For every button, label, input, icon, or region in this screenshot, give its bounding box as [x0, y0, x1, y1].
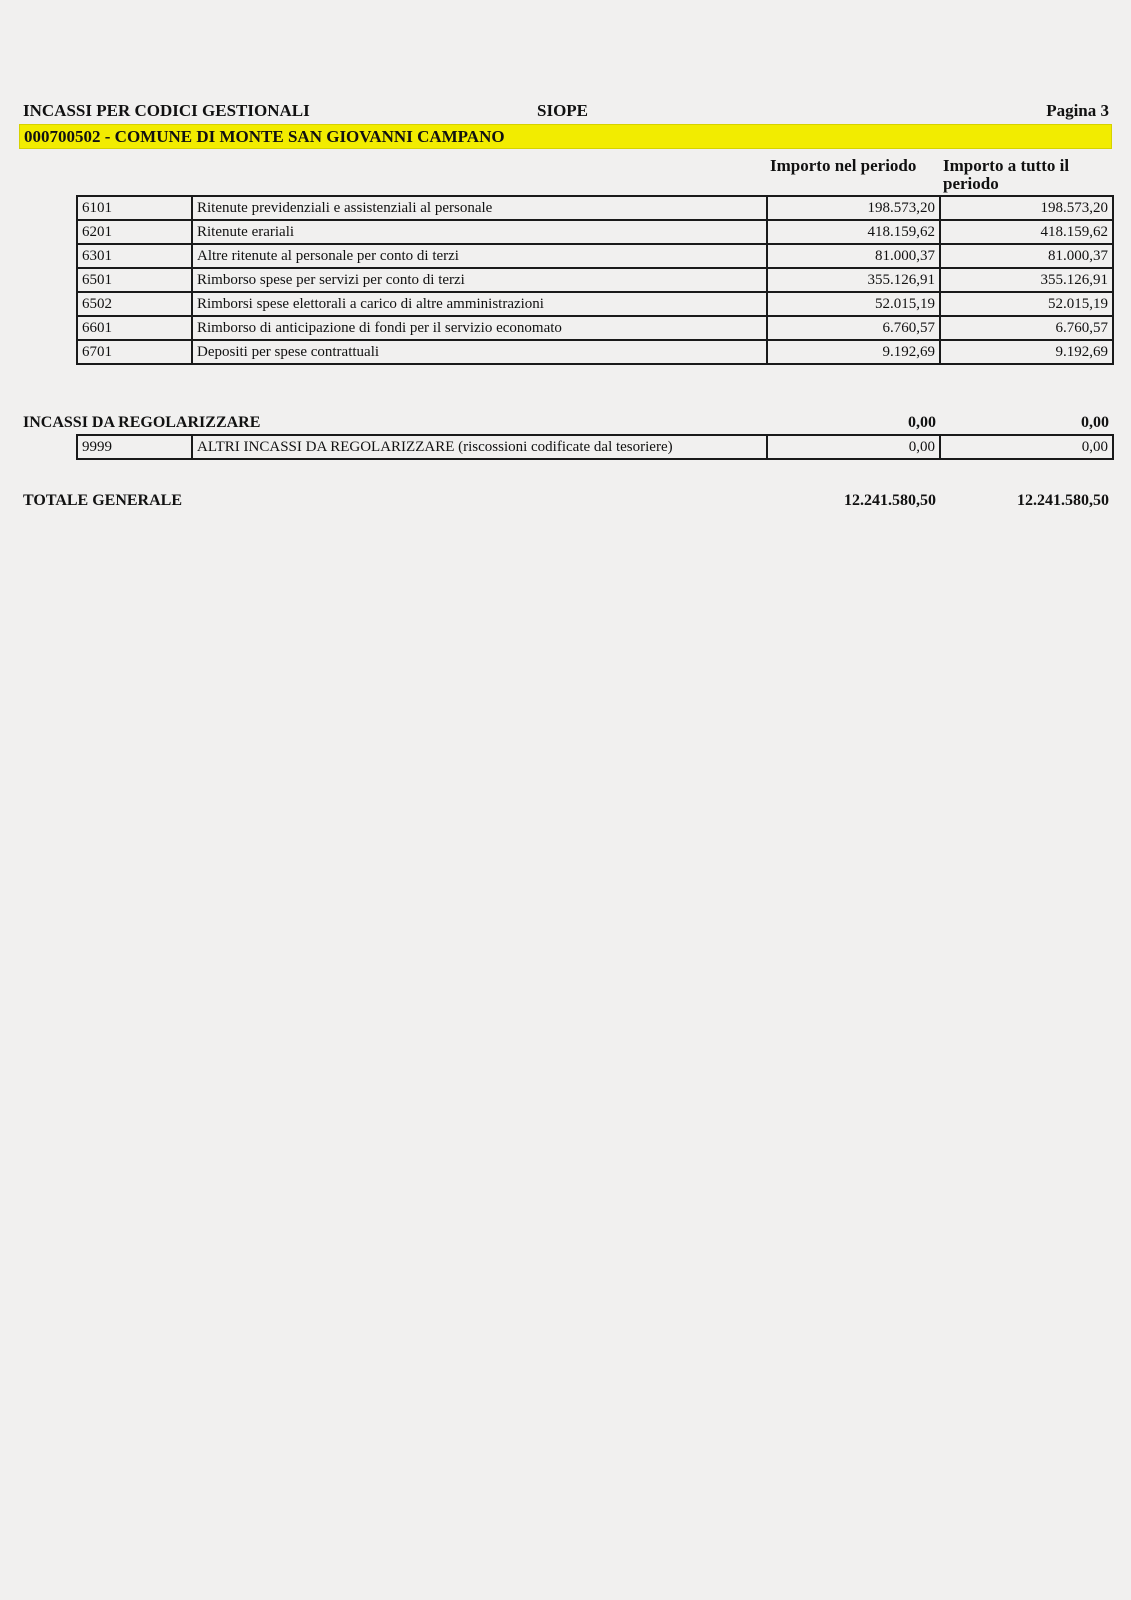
- grand-total-total: 12.241.580,50: [1017, 492, 1109, 509]
- grand-total-label: TOTALE GENERALE: [23, 492, 183, 509]
- row-description: ALTRI INCASSI DA REGOLARIZZARE (riscossioni codificate dal tesoriere): [192, 435, 767, 459]
- table-row: [77, 316, 1113, 340]
- row-amount-total: 355.126,91: [940, 268, 1113, 292]
- row-description: Rimborso spese per servizi per conto di terzi: [192, 268, 767, 292]
- regularize-label: INCASSI DA REGOLARIZZARE: [23, 414, 261, 431]
- row-amount-total: 0,00: [940, 435, 1113, 459]
- table-row: [77, 220, 1113, 244]
- row-amount-total: 81.000,37: [940, 244, 1113, 268]
- row-description: Ritenute erariali: [192, 220, 767, 244]
- row-amount-period: 6.760,57: [767, 316, 940, 340]
- grand-total-period: 12.241.580,50: [844, 492, 936, 509]
- row-amount-total: 418.159,62: [940, 220, 1113, 244]
- row-amount-period: 52.015,19: [767, 292, 940, 316]
- row-amount-period: 9.192,69: [767, 340, 940, 364]
- row-amount-period: 81.000,37: [767, 244, 940, 268]
- table-row: [77, 196, 1113, 220]
- row-description: Depositi per spese contrattuali: [192, 340, 767, 364]
- row-code: 6502: [77, 292, 192, 316]
- row-amount-period: 418.159,62: [767, 220, 940, 244]
- row-code: 6101: [77, 196, 192, 220]
- row-code: 6501: [77, 268, 192, 292]
- regularize-table: [76, 434, 1114, 460]
- row-amount-total: 9.192,69: [940, 340, 1113, 364]
- row-amount-total: 52.015,19: [940, 292, 1113, 316]
- table-row: [77, 340, 1113, 364]
- entity-banner: [19, 124, 1112, 149]
- row-description: Ritenute previdenziali e assistenziali al personale: [192, 196, 767, 220]
- row-code: 6601: [77, 316, 192, 340]
- column-header-period: Importo nel periodo: [770, 156, 917, 175]
- row-code: 9999: [77, 435, 192, 459]
- table-row: [77, 244, 1113, 268]
- row-description: Rimborsi spese elettorali a carico di altre amministrazioni: [192, 292, 767, 316]
- table-row: [77, 292, 1113, 316]
- page-number: Pagina 3: [1046, 101, 1109, 120]
- row-description: Rimborso di anticipazione di fondi per il servizio economato: [192, 316, 767, 340]
- report-title: INCASSI PER CODICI GESTIONALI: [23, 101, 310, 120]
- system-name: SIOPE: [537, 101, 589, 120]
- row-code: 6701: [77, 340, 192, 364]
- row-amount-period: 198.573,20: [767, 196, 940, 220]
- row-amount-total: 6.760,57: [940, 316, 1113, 340]
- row-amount-total: 198.573,20: [940, 196, 1113, 220]
- row-amount-period: 0,00: [767, 435, 940, 459]
- receipts-table: [76, 195, 1114, 365]
- row-code: 6301: [77, 244, 192, 268]
- table-row: [77, 435, 1113, 459]
- table-row: [77, 268, 1113, 292]
- row-description: Altre ritenute al personale per conto di terzi: [192, 244, 767, 268]
- regularize-period: 0,00: [908, 414, 936, 431]
- row-code: 6201: [77, 220, 192, 244]
- regularize-total: 0,00: [1081, 414, 1109, 431]
- row-amount-period: 355.126,91: [767, 268, 940, 292]
- column-header-total-period: Importo a tutto il periodo: [943, 156, 1070, 193]
- entity-name: 000700502 - COMUNE DI MONTE SAN GIOVANNI CAMPANO: [24, 127, 505, 146]
